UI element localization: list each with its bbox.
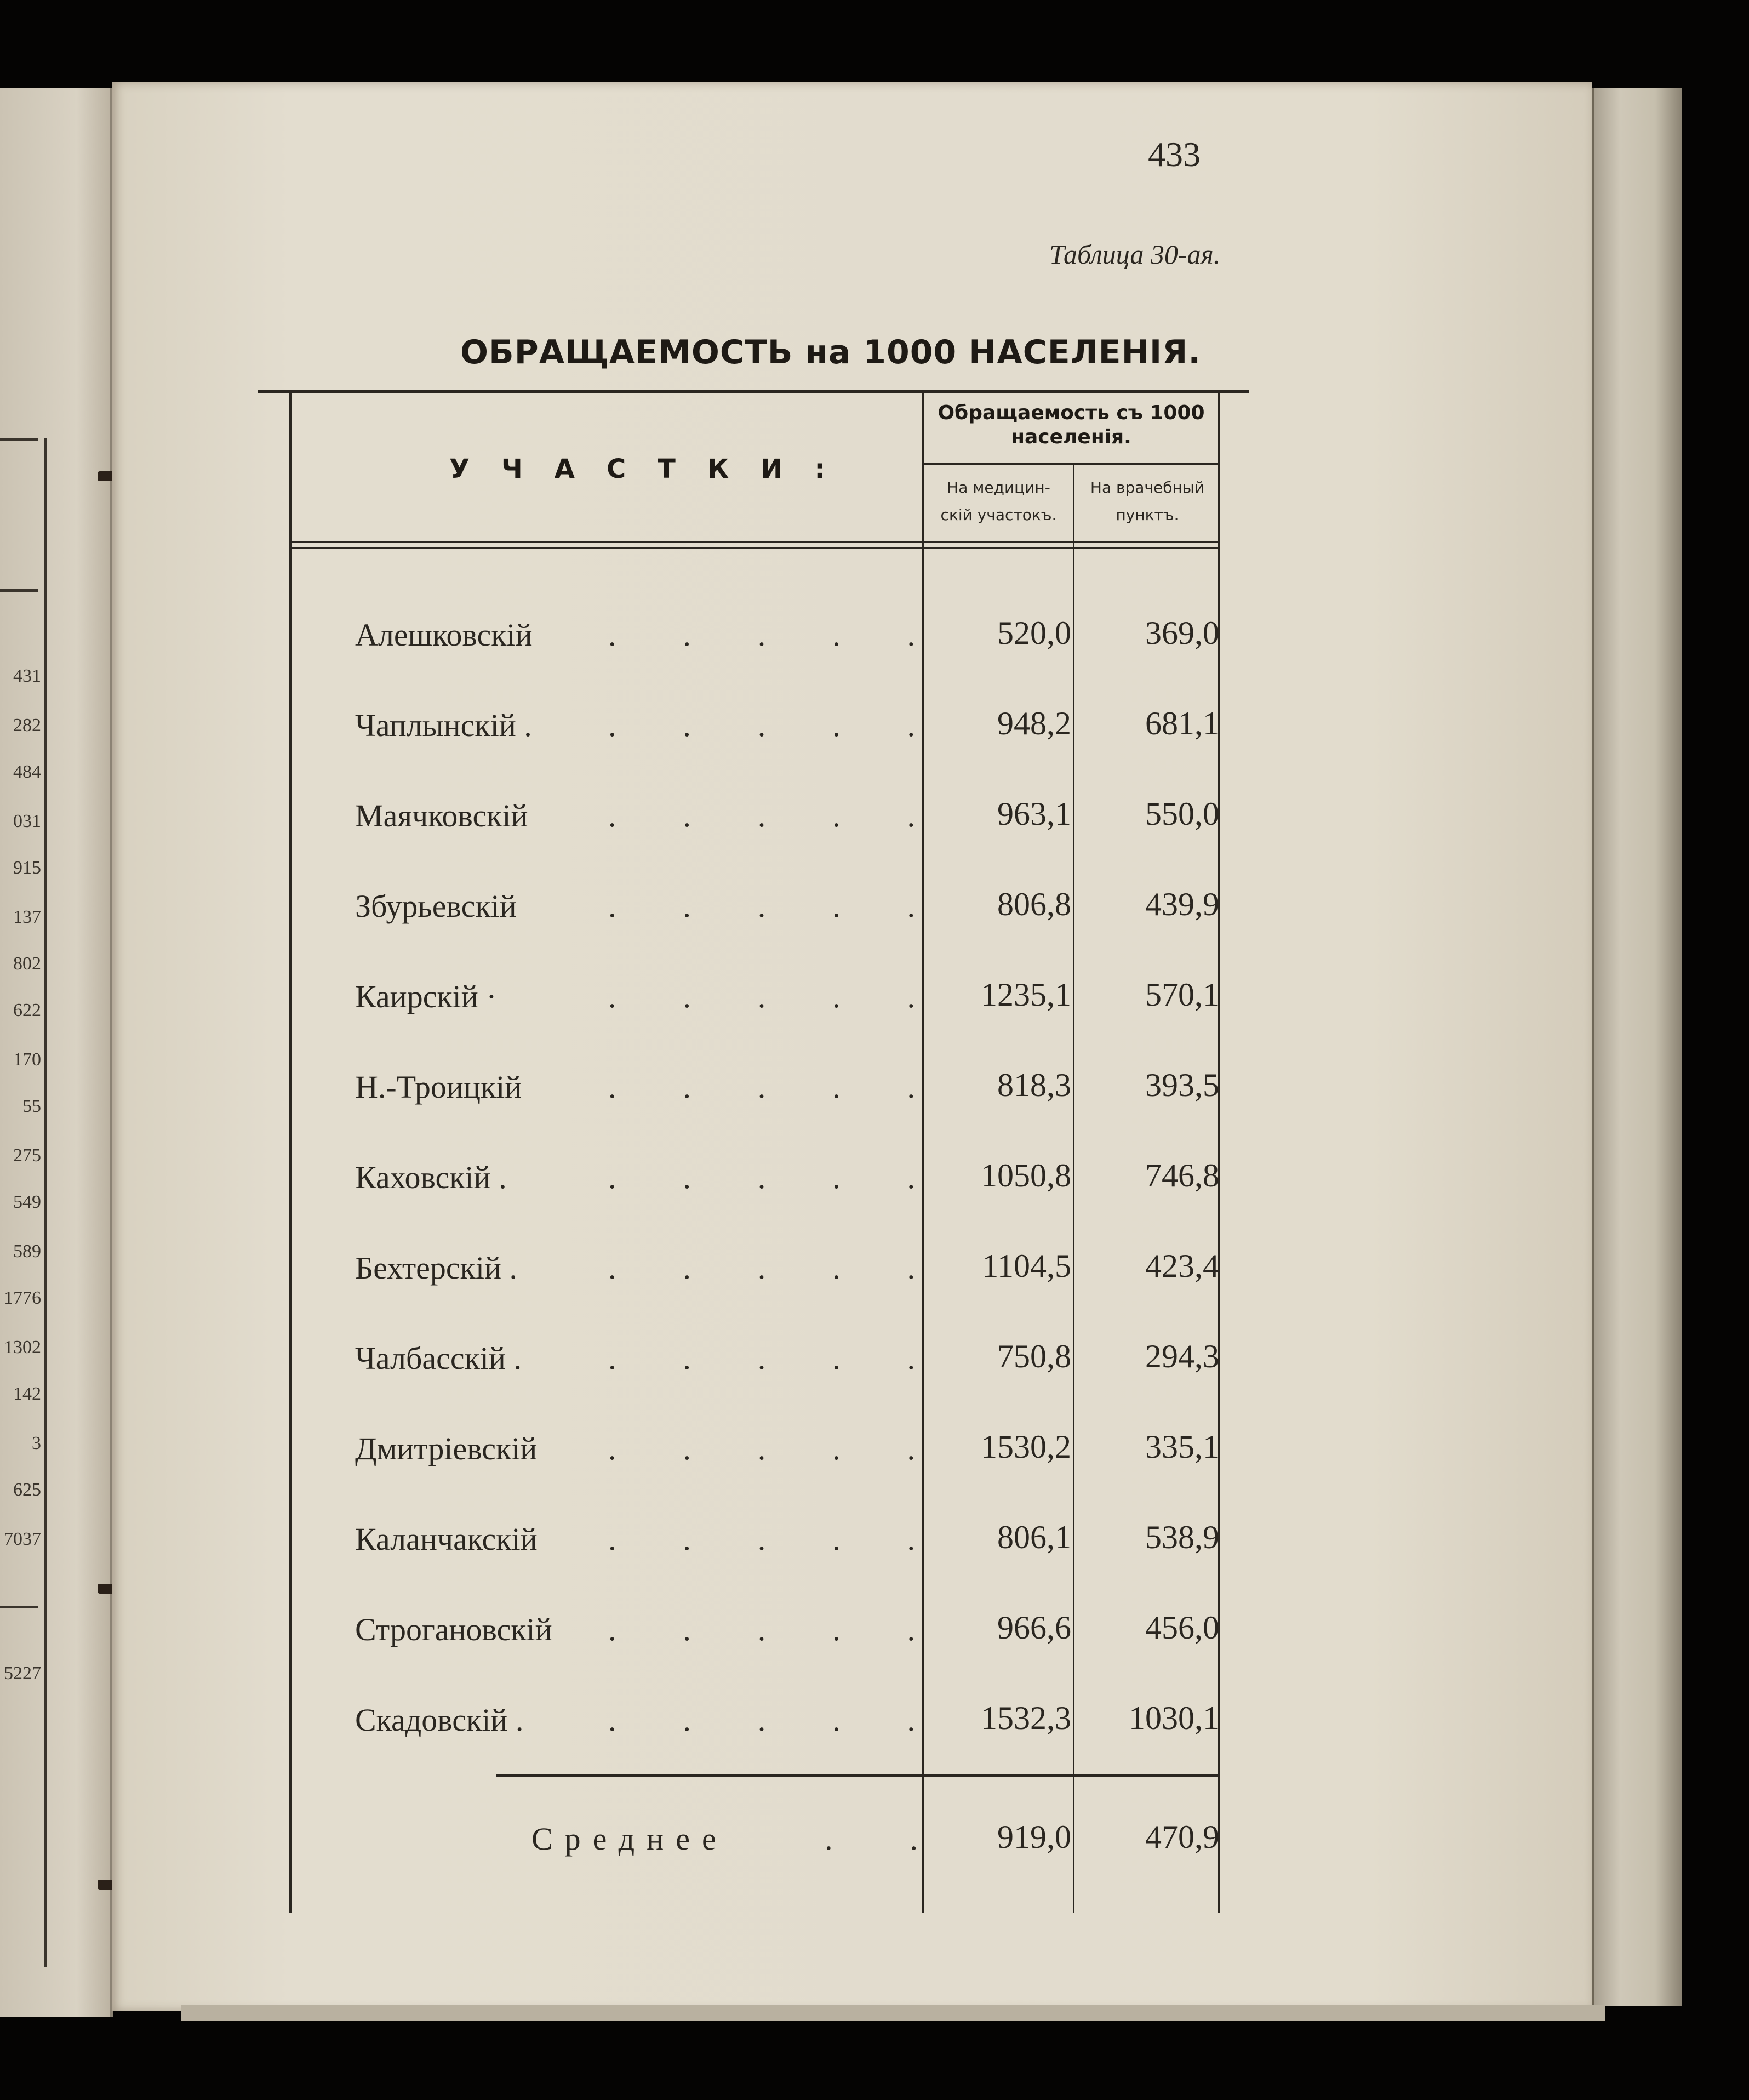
left-page-number: 170 bbox=[13, 1049, 41, 1070]
table-cell-medical-point: 294,3 bbox=[1145, 1338, 1219, 1374]
table-cell-medical-point: 335,1 bbox=[1145, 1429, 1219, 1465]
table-cell-medical-district: 806,8 bbox=[997, 886, 1071, 922]
table-cell-medical-point: 456,0 bbox=[1145, 1610, 1219, 1646]
table-cell-medical-district: 806,1 bbox=[997, 1519, 1071, 1555]
left-page-vertical-rule bbox=[44, 438, 47, 1967]
header-medical-point-line2: пунктъ. bbox=[1116, 506, 1179, 524]
page-title: ОБРАЩАЕМОСТЬ на 1000 НАСЕЛЕНIЯ. bbox=[460, 333, 1202, 372]
left-page-number: 282 bbox=[13, 715, 41, 735]
left-page-number: 589 bbox=[13, 1241, 41, 1262]
table-cell-medical-district: 1235,1 bbox=[981, 977, 1071, 1013]
table-label: Таблица 30-ая. bbox=[1049, 239, 1221, 270]
leader-dots: . . . . . bbox=[608, 1612, 915, 1647]
left-page-number: 625 bbox=[13, 1480, 41, 1500]
header-districts: УЧАСТКИ: bbox=[449, 454, 857, 484]
table-cell-medical-district: 1530,2 bbox=[981, 1429, 1071, 1465]
table-row-name: Каланчакскій bbox=[355, 1521, 538, 1557]
column-divider-rule bbox=[1073, 463, 1074, 1913]
table-row-name: Алешковскій bbox=[355, 617, 533, 653]
table-divider-rule bbox=[922, 393, 924, 1913]
left-page-number: 3 bbox=[32, 1433, 41, 1453]
table-row-name: Чаплынскій . bbox=[355, 707, 532, 743]
table-cell-medical-point: 423,4 bbox=[1145, 1248, 1219, 1284]
header-medical-district-line2: скій участокъ. bbox=[940, 506, 1057, 524]
table-row-name: Маячковскій bbox=[355, 798, 528, 834]
leader-dots: . . . . . bbox=[608, 798, 915, 834]
table-cell-medical-district: 1104,5 bbox=[982, 1248, 1071, 1284]
left-page-number: 1776 bbox=[4, 1288, 41, 1308]
table-cell-medical-point: 570,1 bbox=[1145, 977, 1219, 1013]
table-cell-medical-point: 746,8 bbox=[1145, 1157, 1219, 1194]
left-page-number: 915 bbox=[13, 858, 41, 878]
left-page-number: 137 bbox=[13, 907, 41, 927]
table-cell-medical-district: 1532,3 bbox=[981, 1700, 1071, 1736]
left-page-number: 5227 bbox=[4, 1663, 41, 1684]
table-row-name: Чалбасскій . bbox=[355, 1340, 522, 1376]
left-page-number: 7037 bbox=[4, 1529, 41, 1549]
leader-dots: . . . . . bbox=[608, 707, 915, 743]
header-medical-point bbox=[1077, 474, 1218, 529]
table-row-name: Н.-Троицкій bbox=[355, 1069, 522, 1105]
average-leader-dots: . . bbox=[825, 1821, 918, 1857]
header-medical-district-line1: На медицин- bbox=[947, 478, 1050, 497]
header-medical-district bbox=[926, 474, 1071, 529]
leader-dots: . . . . . bbox=[608, 617, 915, 653]
total-rule bbox=[496, 1774, 1219, 1777]
left-page-rule bbox=[0, 438, 38, 441]
average-medical-point: 470,9 bbox=[1145, 1819, 1219, 1855]
table-row-name: Збурьевскій bbox=[355, 888, 517, 924]
average-label: Среднее bbox=[531, 1821, 728, 1857]
left-page-number: 55 bbox=[22, 1096, 41, 1116]
table-cell-medical-district: 966,6 bbox=[997, 1610, 1071, 1646]
average-medical-district: 919,0 bbox=[997, 1819, 1071, 1855]
left-page-number: 484 bbox=[13, 762, 41, 782]
table-row-name: Скадовскій . bbox=[355, 1702, 524, 1738]
table-row-name: Строгановскій bbox=[355, 1612, 552, 1647]
leader-dots: . . . . . bbox=[608, 1160, 915, 1195]
leader-dots: . . . . . bbox=[608, 1069, 915, 1105]
left-page-number: 431 bbox=[13, 666, 41, 686]
leader-dots: . . . . . bbox=[608, 1702, 915, 1738]
left-page-number: 1302 bbox=[4, 1337, 41, 1357]
leader-dots: . . . . . bbox=[608, 888, 915, 924]
table-cell-medical-point: 1030,1 bbox=[1129, 1700, 1219, 1736]
left-page-number: 549 bbox=[13, 1192, 41, 1212]
table-cell-medical-district: 520,0 bbox=[997, 615, 1071, 651]
table-cell-medical-point: 550,0 bbox=[1145, 796, 1219, 832]
left-page-rule bbox=[0, 1606, 38, 1608]
header-sub-rule bbox=[923, 463, 1219, 465]
page-number: 433 bbox=[1148, 135, 1201, 174]
left-page-number: 142 bbox=[13, 1384, 41, 1404]
table-cell-medical-district: 750,8 bbox=[997, 1338, 1071, 1374]
left-page-number: 031 bbox=[13, 811, 41, 831]
leader-dots: . . . . . bbox=[608, 1340, 915, 1376]
leader-dots: . . . . . bbox=[608, 979, 915, 1014]
table-row-name: Каховскій . bbox=[355, 1160, 507, 1195]
header-medical-point-line1: На врачебный bbox=[1090, 478, 1205, 497]
leader-dots: . . . . . bbox=[608, 1521, 915, 1557]
page-bottom-edge bbox=[181, 2005, 1605, 2021]
table-cell-medical-point: 538,9 bbox=[1145, 1519, 1219, 1555]
table-cell-medical-point: 681,1 bbox=[1145, 705, 1219, 741]
left-page-number: 275 bbox=[13, 1145, 41, 1166]
table-cell-medical-district: 818,3 bbox=[997, 1067, 1071, 1103]
table-cell-medical-point: 439,9 bbox=[1145, 886, 1219, 922]
table-top-rule bbox=[258, 390, 1249, 393]
table-row-name: Бехтерскій . bbox=[355, 1250, 518, 1286]
table-row-name: Каирскій · bbox=[355, 979, 497, 1014]
table-cell-medical-district: 963,1 bbox=[997, 796, 1071, 832]
left-page-number: 622 bbox=[13, 1000, 41, 1020]
header-visits-per-1000: Обращаемость съ 1000 населенія. bbox=[938, 402, 1205, 448]
header-bottom-rule bbox=[292, 547, 1219, 549]
table-row-name: Дмитріевскій bbox=[355, 1431, 538, 1466]
left-page-rule bbox=[0, 589, 38, 592]
table-cell-medical-point: 393,5 bbox=[1145, 1067, 1219, 1103]
table-cell-medical-district: 1050,8 bbox=[981, 1157, 1071, 1194]
table-cell-medical-point: 369,0 bbox=[1145, 615, 1219, 651]
header-bottom-rule bbox=[292, 541, 1219, 543]
left-page-number: 802 bbox=[13, 954, 41, 974]
page-edge bbox=[1592, 88, 1682, 2006]
table-left-rule bbox=[289, 393, 292, 1913]
table-cell-medical-district: 948,2 bbox=[997, 705, 1071, 741]
leader-dots: . . . . . bbox=[608, 1431, 915, 1466]
leader-dots: . . . . . bbox=[608, 1250, 915, 1286]
